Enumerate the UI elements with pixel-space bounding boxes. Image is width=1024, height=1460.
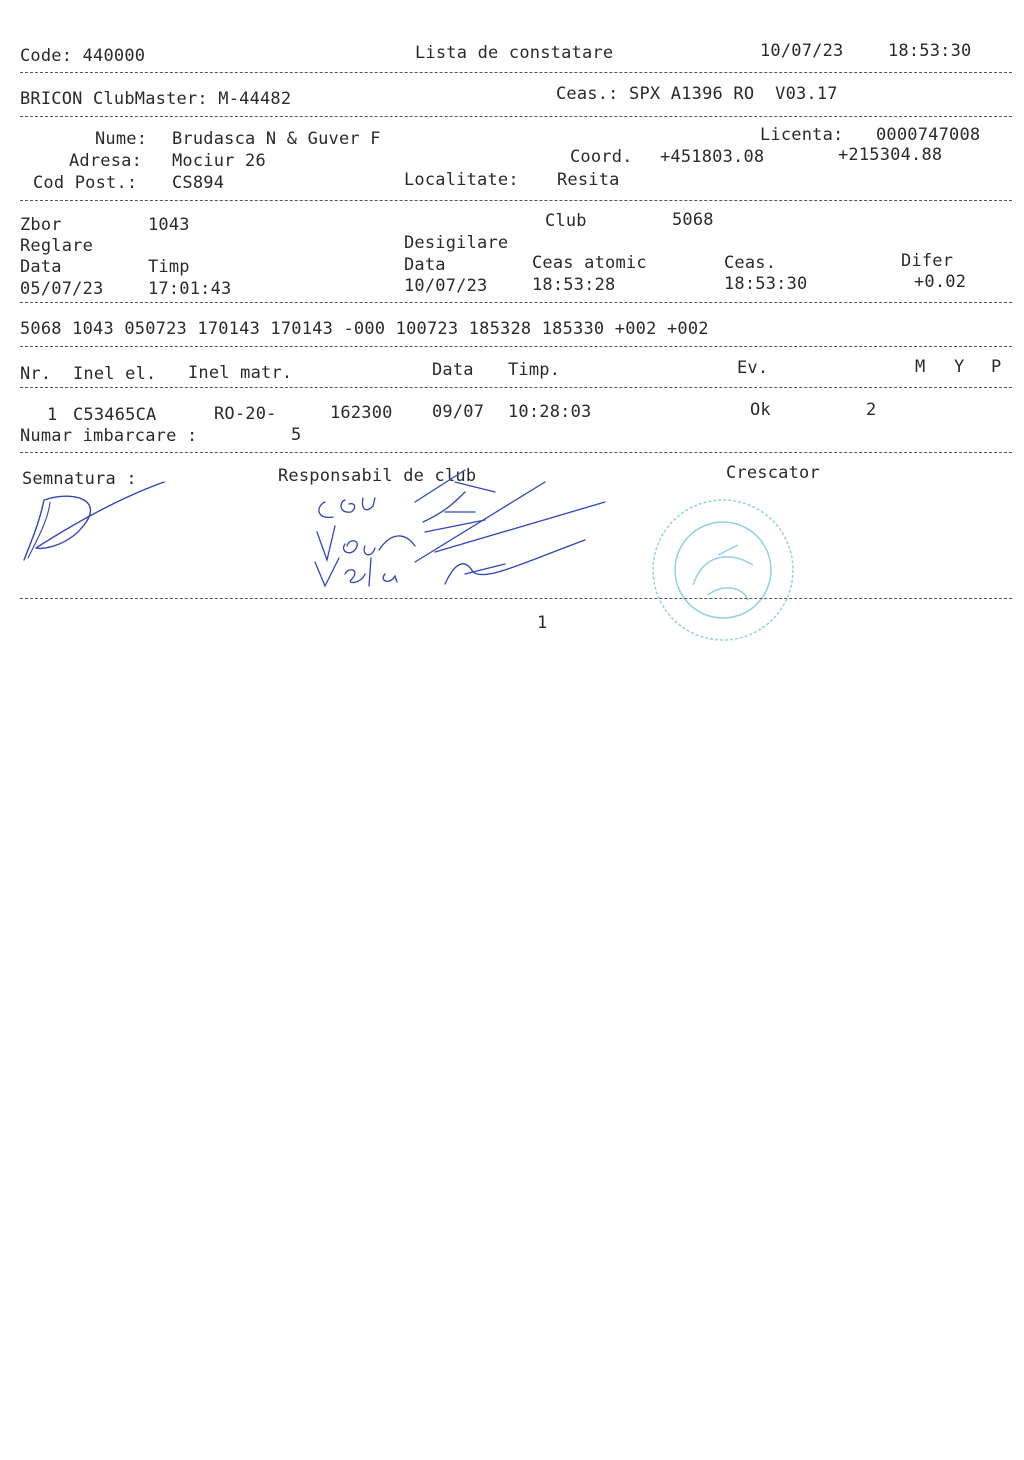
club-stamp <box>648 495 798 645</box>
code-label: Code: 440000 <box>20 46 146 66</box>
postal-label: Cod Post.: <box>33 173 138 193</box>
signature-label: Semnatura : <box>22 469 137 489</box>
locality: Resita <box>557 170 620 190</box>
atomic-clock-time: 18:53:28 <box>532 275 616 295</box>
difer-label: Difer <box>901 251 954 271</box>
coord-lat: +451803.08 <box>660 147 765 167</box>
handwritten-signature-1 <box>14 470 174 570</box>
postal-code: CS894 <box>172 173 225 193</box>
summary-code-line: 5068 1043 050723 170143 170143 -000 100723 185328 185330 +002 +002 <box>20 319 709 339</box>
coord-label: Coord. <box>570 147 633 167</box>
zbor-number: 1043 <box>148 215 190 235</box>
col-inel-matr: Inel matr. <box>188 363 293 383</box>
col-m: M <box>915 357 926 377</box>
col-ev: Ev. <box>737 358 769 378</box>
divider <box>20 72 1012 73</box>
breeder-label: Crescator <box>726 463 820 483</box>
ceas-label: Ceas. <box>724 253 777 273</box>
imbarcare-count: 5 <box>291 425 302 445</box>
owner-name: Brudasca N & Guver F <box>172 129 381 149</box>
imbarcare-label: Numar imbarcare : <box>20 426 198 446</box>
timp-label: Timp <box>148 257 190 277</box>
desigilare-date: 10/07/23 <box>404 276 488 296</box>
col-data: Data <box>432 360 474 380</box>
divider <box>20 302 1012 303</box>
divider <box>20 346 1012 347</box>
coord-lon: +215304.88 <box>838 145 943 165</box>
ceas-atomic-label: Ceas atomic <box>532 253 647 273</box>
col-timp: Timp. <box>508 360 561 380</box>
reglare-date: 05/07/23 <box>20 279 104 299</box>
clock-id: Ceas.: SPX A1396 RO V03.17 <box>556 84 838 104</box>
data-label: Data <box>20 257 62 277</box>
col-y: Y <box>954 357 965 377</box>
row-nr: 1 <box>47 405 58 425</box>
address-label: Adresa: <box>69 151 143 171</box>
row-inel-number: 162300 <box>330 403 393 423</box>
row-ev: Ok <box>750 400 771 420</box>
license-label: Licenta: <box>760 125 844 145</box>
header-time: 18:53:30 <box>888 41 972 61</box>
desigilare-label: Desigilare <box>404 233 509 253</box>
club-number: 5068 <box>672 210 714 230</box>
row-data: 09/07 <box>432 402 485 422</box>
row-m: 2 <box>866 400 877 420</box>
divider <box>20 452 1012 453</box>
divider <box>20 200 1012 201</box>
name-label: Nume: <box>95 129 148 149</box>
page-number: 1 <box>537 613 548 633</box>
col-inel-el: Inel el. <box>73 364 157 384</box>
club-responsible-label: Responsabil de club <box>278 466 477 486</box>
license-number: 0000747008 <box>876 125 981 145</box>
zbor-label: Zbor <box>20 215 62 235</box>
col-nr: Nr. <box>20 364 52 384</box>
reglare-time: 17:01:43 <box>148 279 232 299</box>
clubmaster-id: BRICON ClubMaster: M-44482 <box>20 89 292 109</box>
document-title: Lista de constatare <box>415 43 614 63</box>
clock-time: 18:53:30 <box>724 274 808 294</box>
data2-label: Data <box>404 255 446 275</box>
reglare-label: Reglare <box>20 236 94 256</box>
divider <box>20 598 1012 599</box>
col-p: P <box>991 357 1002 377</box>
row-timp: 10:28:03 <box>508 402 592 422</box>
handwritten-signature-2 <box>305 462 625 602</box>
divider <box>20 116 1012 117</box>
header-date: 10/07/23 <box>760 41 844 61</box>
time-difference: +0.02 <box>914 272 967 292</box>
row-inel-matr: RO-20- <box>214 404 277 424</box>
row-inel-el: C53465CA <box>73 405 157 425</box>
locality-label: Localitate: <box>404 170 519 190</box>
club-label: Club <box>545 211 587 231</box>
owner-address: Mociur 26 <box>172 151 266 171</box>
divider <box>20 387 1012 388</box>
